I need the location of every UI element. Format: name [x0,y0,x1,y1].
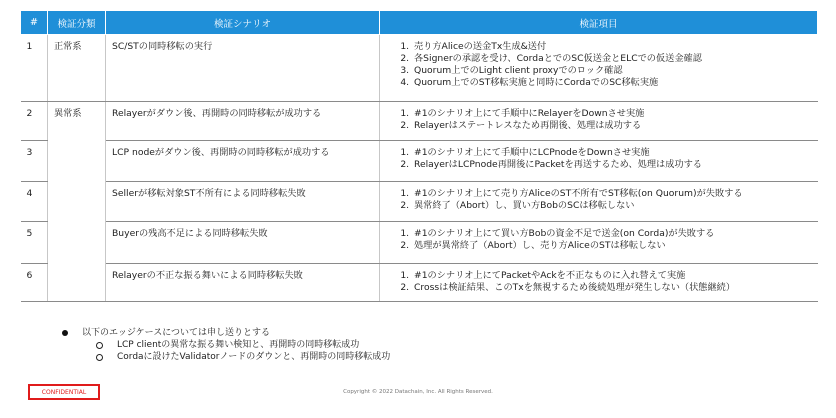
verification-table [20,10,818,302]
list-item: 4. Quorum上でのST移転実施と同時にCordaでのSC移転実施 [412,77,812,89]
list-item: 1. #1のシナリオ上にて手順中にRelayerをDownさせ実施 [412,108,812,120]
bullet-dot-icon [62,330,68,336]
note-sub [62,339,390,351]
notes-section [62,327,390,363]
row-category: 正常系 [48,35,106,102]
row-category [48,141,106,182]
table-row [21,102,818,141]
row-number: 5 [21,222,48,264]
row-number: 4 [21,182,48,222]
list-item: 1. #1のシナリオ上にて売り方AliceのST不所有でST移転(on Quorum)が失敗する [412,188,812,200]
row-scenario: Relayerがダウン後、再開時の同時移転が成功する [106,102,380,141]
table-row [21,141,818,182]
list-item: 2. RelayerはLCPnode再開後にPacketを再送するため、処理は成功する [412,159,812,171]
note-sub-text: Cordaに設けたValidatorノードのダウンと、再開時の同時移転成功 [117,352,391,362]
list-item: 1. #1のシナリオ上にて手順中にLCPnodeをDownさせ実施 [412,147,812,159]
header-category: 検証分類 [48,11,106,35]
row-number: 6 [21,264,48,302]
list-item: 2. 異常終了（Abort）し、買い方BobのSCは移転しない [412,200,812,212]
row-scenario: Relayerの不正な振る舞いによる同時移転失敗 [106,264,380,302]
row-scenario: Sellerが移転対象ST不所有による同時移転失敗 [106,182,380,222]
row-items [380,182,818,222]
bullet-circle-icon [96,354,103,361]
table-row [21,264,818,302]
row-scenario: LCP nodeがダウン後、再開時の同時移転が成功する [106,141,380,182]
row-scenario: SC/STの同時移転の実行 [106,35,380,102]
header-scenario: 検証シナリオ [106,11,380,35]
row-category: 異常系 [48,102,106,141]
row-items [380,102,818,141]
row-number: 2 [21,102,48,141]
list-item: 1. #1のシナリオ上にてPacketやAckを不正なものに入れ替えて実施 [412,270,812,282]
row-items [380,141,818,182]
table-row [21,35,818,102]
note-main-text: 以下のエッジケースについては申し送りとする [82,328,271,338]
list-item: 2. 各Signerの承認を受け、CordaとでのSC仮送金とELCでの仮送金確認 [412,53,812,65]
list-item: 2. Relayerはステートレスなため再開後、処理は成功する [412,120,812,132]
note-sub [62,351,390,363]
copyright-text: Copyright © 2022 Datachain, Inc. All Rights Reserved. [343,389,493,395]
confidential-badge: CONFIDENTIAL [28,384,100,400]
list-item: 2. Crossは検証結果、このTxを無視するため後続処理が発生しない（状態継続） [412,282,812,294]
row-scenario: Buyerの残高不足による同時移転失敗 [106,222,380,264]
list-item: 1. #1のシナリオ上にて買い方Bobの資金不足で送金(on Corda)が失敗する [412,228,812,240]
row-category [48,182,106,222]
list-item: 3. Quorum上でのLight client proxyでのロック確認 [412,65,812,77]
row-category [48,264,106,302]
note-sub-text: LCP clientの異常な振る舞い検知と、再開時の同時移転成功 [117,340,360,350]
table-row [21,222,818,264]
row-category [48,222,106,264]
row-items [380,35,818,102]
list-item: 2. 処理が異常終了（Abort）し、売り方AliceのSTは移転しない [412,240,812,252]
note-main [62,327,390,339]
row-number: 1 [21,35,48,102]
row-items [380,222,818,264]
table-row [21,182,818,222]
list-item: 1. 売り方Aliceの送金Tx生成&送付 [412,41,812,53]
header-num: # [21,11,48,35]
row-items [380,264,818,302]
table-header-row [21,11,818,35]
header-items: 検証項目 [380,11,818,35]
bullet-circle-icon [96,342,103,349]
row-number: 3 [21,141,48,182]
